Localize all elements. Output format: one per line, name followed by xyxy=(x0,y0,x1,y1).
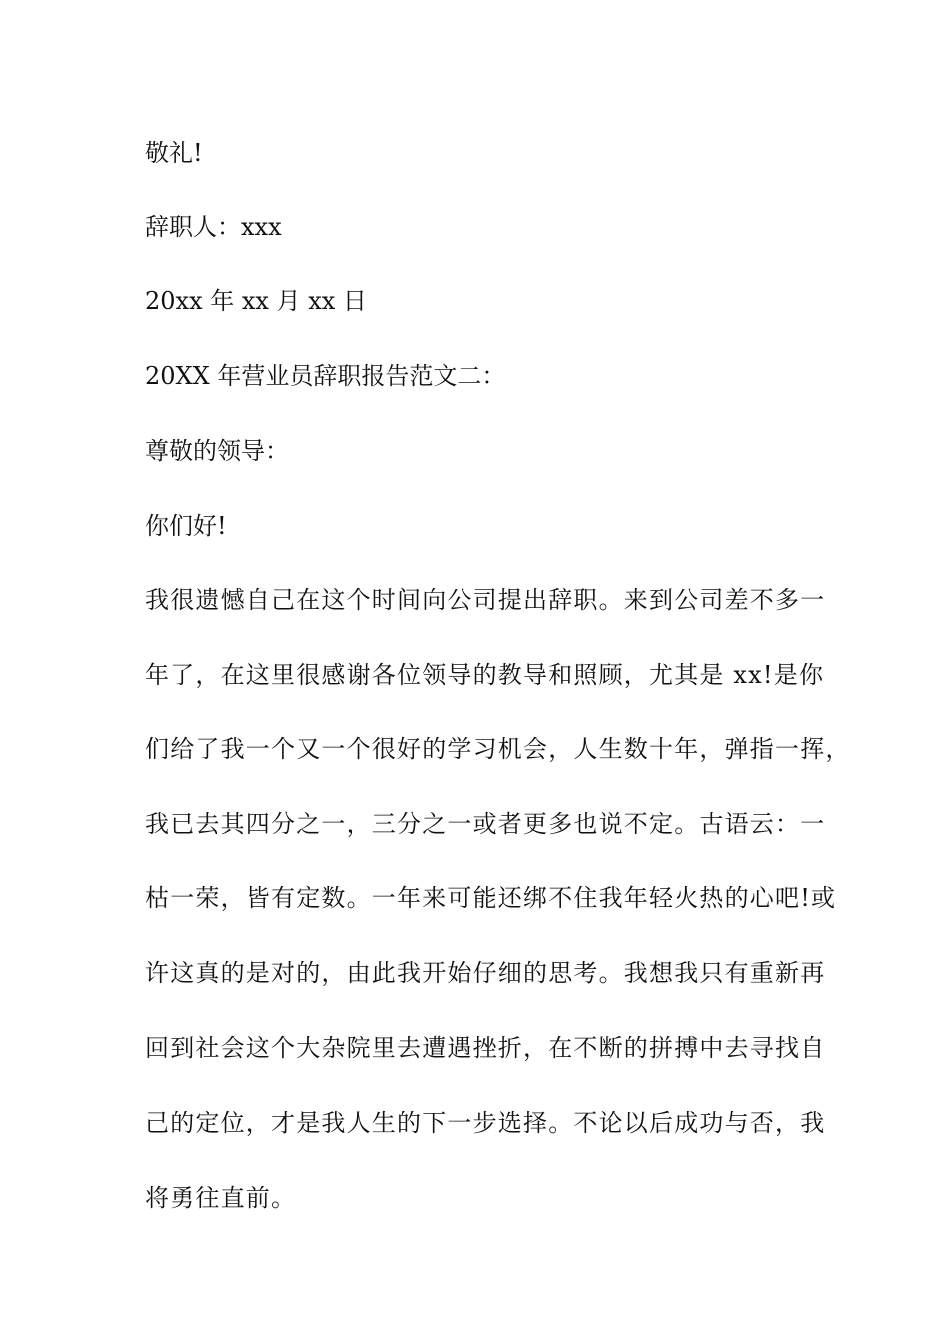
section-title: 20XX 年营业员辞职报告范文二： xyxy=(145,362,506,390)
body-line: 回到社会这个大杂院里去遭遇挫折，在不断的拼搏中去寻找自 xyxy=(145,1034,826,1062)
closing-text: 敬礼! xyxy=(145,139,203,167)
salutation-text: 尊敬的领导： xyxy=(145,437,289,465)
body-line: 我已去其四分之一，三分之一或者更多也说不定。古语云：一 xyxy=(145,810,826,838)
body-line: 枯一荣，皆有定数。一年来可能还绑不住我年轻火热的心吧!或 xyxy=(145,884,837,912)
date-text: 20xx 年 xx 月 xx 日 xyxy=(145,287,367,315)
body-line: 我很遗憾自己在这个时间向公司提出辞职。来到公司差不多一 xyxy=(145,586,826,614)
greeting-text: 你们好! xyxy=(145,512,227,540)
body-line: 将勇往直前。 xyxy=(145,1184,297,1212)
body-line: 年了，在这里很感谢各位领导的教导和照顾，尤其是 xx!是你 xyxy=(145,661,825,689)
body-line: 许这真的是对的，由此我开始仔细的思考。我想我只有重新再 xyxy=(145,959,826,987)
body-line: 己的定位，才是我人生的下一步选择。不论以后成功与否，我 xyxy=(145,1109,826,1137)
body-line: 们给了我一个又一个很好的学习机会，人生数十年，弹指一挥， xyxy=(145,735,851,763)
signature-text: 辞职人：xxx xyxy=(145,213,282,241)
